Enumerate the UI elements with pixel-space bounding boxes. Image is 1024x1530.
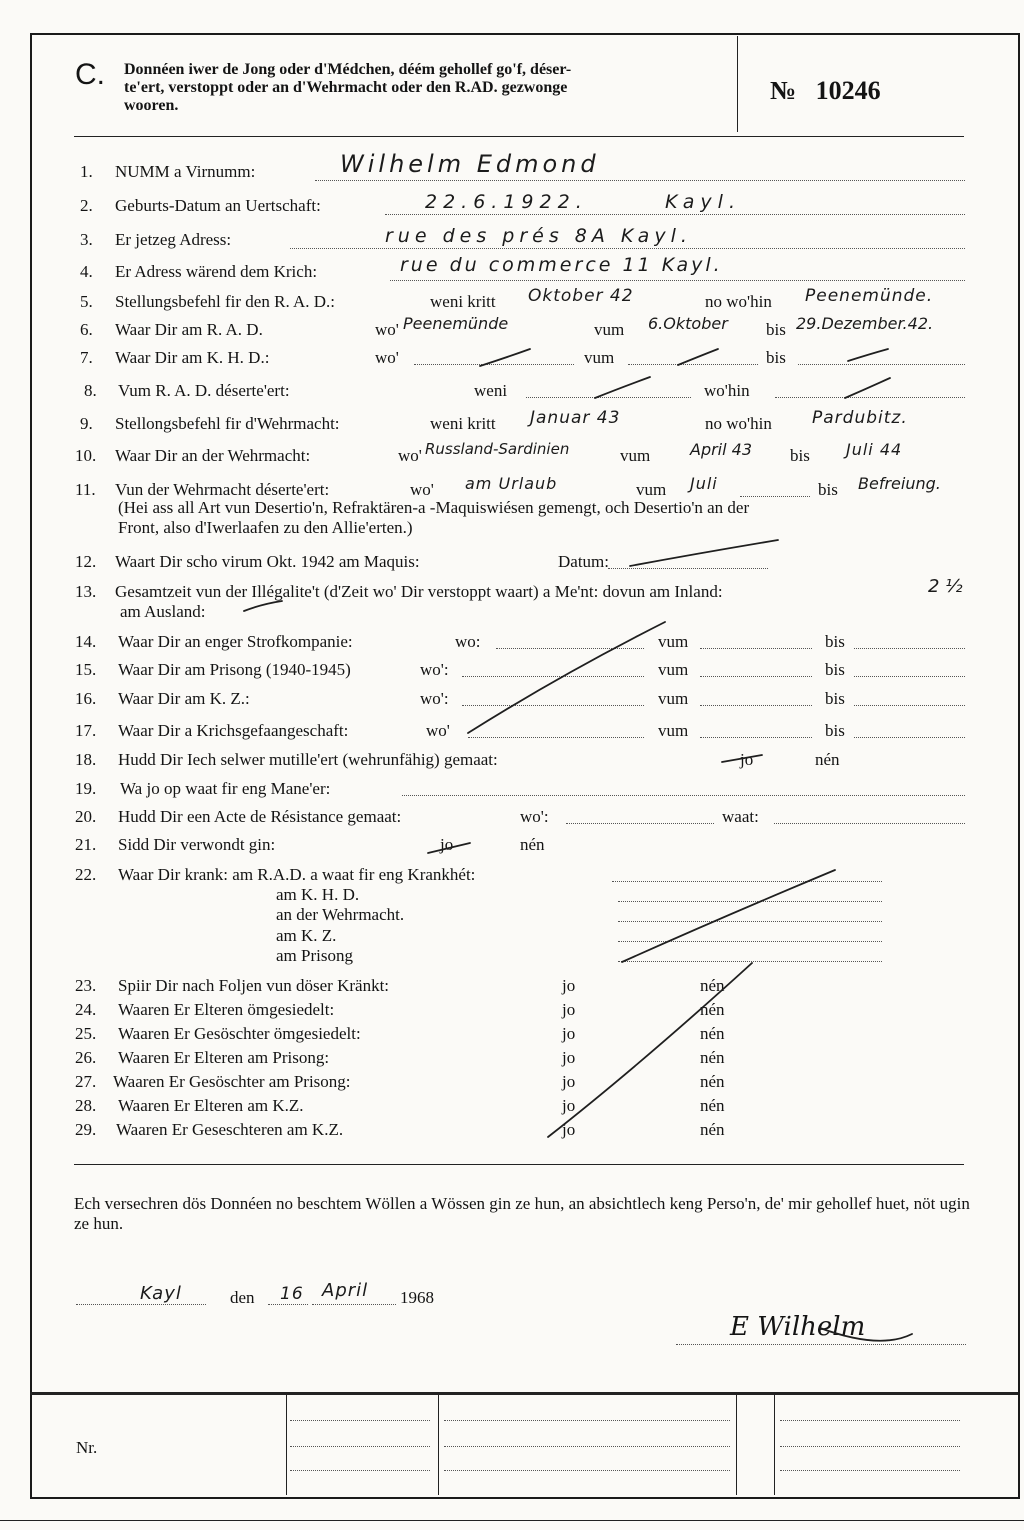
footer-line	[780, 1446, 960, 1447]
row-number: 10.	[75, 446, 97, 465]
form-number	[770, 76, 881, 106]
row-number: 22.	[75, 865, 97, 884]
answer-line	[854, 648, 965, 649]
answer-rad-from: 6.Oktober	[648, 314, 728, 333]
answer-current-address: rue des prés 8A Kayl.	[385, 225, 692, 247]
row-number: 8.	[84, 381, 97, 400]
answer-line	[608, 568, 768, 569]
month-line	[312, 1304, 396, 1305]
answer-birth-date: 22.6.1922.	[425, 191, 588, 213]
row-label: Waaren Er Elteren am Prisong:	[118, 1048, 330, 1067]
row-label: Geburts-Datum an Uertschaft:	[115, 196, 321, 215]
row-label: Sidd Dir verwondt gin:	[118, 835, 276, 854]
section-rule	[74, 1164, 964, 1165]
option-nen: nén	[700, 1096, 725, 1115]
answer-desertion-place: am Urlaub	[465, 474, 558, 493]
option-jo-crossed: jo	[440, 835, 454, 854]
answer-inland-months: 2 ½	[928, 576, 963, 597]
answer-line	[775, 397, 965, 398]
option-jo: jo	[562, 1024, 576, 1043]
answer-line	[526, 397, 691, 398]
sub-label: am Prisong	[276, 946, 353, 965]
row-number: 7.	[80, 348, 93, 367]
row-label: Er jetzeg Adress:	[115, 230, 232, 249]
field-label-ausland: am Ausland:	[120, 602, 206, 621]
answer-army-order-date: Januar 43	[530, 408, 621, 428]
option-nen: nén	[700, 1120, 725, 1139]
answer-line	[496, 648, 644, 649]
answer-line	[315, 180, 965, 181]
footer-line	[444, 1446, 730, 1447]
signature-day: 16	[280, 1284, 304, 1304]
option-jo-crossed: jo	[740, 750, 754, 769]
field-label-bis: bis	[766, 320, 786, 339]
section-letter: C.	[75, 58, 105, 91]
answer-rad-to: 29.Dezember.42.	[796, 314, 934, 333]
row-number: 2.	[80, 196, 93, 215]
row-number: 25.	[75, 1024, 97, 1043]
option-nen: nén	[700, 1000, 725, 1019]
footer-line	[290, 1470, 430, 1471]
field-label-bis: bis	[766, 348, 786, 367]
header-rule	[74, 136, 964, 137]
answer-line	[740, 496, 810, 497]
answer-rad-order-date: Oktober 42	[528, 286, 634, 306]
field-label-vum: vum	[584, 348, 615, 367]
field-label-bis: bis	[790, 446, 810, 465]
footer-line	[290, 1446, 430, 1447]
row-label: Waar Dir am R. A. D.	[115, 320, 263, 339]
field-label-vum: vum	[658, 632, 689, 651]
field-label-wo: wo'	[375, 348, 399, 367]
answer-war-address: rue du commerce 11 Kayl.	[400, 254, 723, 276]
answer-line	[774, 823, 965, 824]
row-number: 24.	[75, 1000, 97, 1019]
row-number: 14.	[75, 632, 97, 651]
page-bottom-rule	[0, 1520, 1024, 1521]
declaration-text: Ech versechren dös Donnéen no beschtem Wöllen a Wössen gin ze hun, an absichtlech keng Perso'n, de' mir gehollef huet, nöt ugin ze hun.	[74, 1194, 970, 1233]
field-label-den: den	[230, 1288, 255, 1307]
row-label: Waart Dir scho virum Okt. 1942 am Maquis:	[115, 552, 420, 571]
option-jo: jo	[562, 1072, 576, 1091]
footer-nr-label: Nr.	[76, 1438, 98, 1457]
answer-line	[700, 676, 812, 677]
row-number: 12.	[75, 552, 97, 571]
answer-army-to: Juli 44	[846, 440, 903, 459]
option-jo: jo	[562, 1096, 576, 1115]
field-label-wo: wo':	[420, 660, 449, 679]
row-number: 15.	[75, 660, 97, 679]
numero-sign: №	[770, 76, 797, 105]
row-number: 28.	[75, 1096, 97, 1115]
form-title: Donnéen iwer de Jong oder d'Médchen, déém gehollef go'f, déser- te'ert, verstoppt oder an d'Wehrmacht oder den R.AD. gezwonge wooren.	[124, 61, 572, 114]
answer-rad-place: Peenemünde	[403, 314, 509, 333]
row-note: (Hei ass all Art vun Desertio'n, Refraktären-a -Maquiswiésen gemengt, och Desertio'n an der	[118, 498, 750, 517]
answer-birth-place: Kayl.	[665, 191, 741, 213]
row-label: NUMM a Virnumm:	[115, 162, 256, 181]
row-label: Er Adress wärend dem Krich:	[115, 262, 318, 281]
field-label-weni: weni	[474, 381, 508, 400]
option-nen: nén	[700, 1024, 725, 1043]
answer-line	[402, 795, 965, 796]
answer-army-place: Russland-Sardinien	[425, 440, 570, 458]
footer-divider	[438, 1394, 439, 1495]
row-number: 13.	[75, 582, 97, 601]
answer-line	[854, 676, 965, 677]
row-number: 18.	[75, 750, 97, 769]
row-number: 6.	[80, 320, 93, 339]
row-label: Stellongsbefehl fir d'Wehrmacht:	[115, 414, 340, 433]
field-label-vum: vum	[636, 480, 667, 499]
field-label-wo: wo':	[420, 689, 449, 708]
field-label-wo: wo'	[375, 320, 399, 339]
answer-line	[618, 941, 882, 942]
row-label: Waar Dir a Krichsgefaangeschaft:	[118, 721, 349, 740]
field-label-wohin: no wo'hin	[705, 292, 772, 311]
field-label-weni: weni kritt	[430, 414, 496, 433]
signature-place: Kayl	[140, 1283, 182, 1304]
footer-line	[444, 1420, 730, 1421]
row-label: Spiir Dir nach Foljen vun döser Kränkt:	[118, 976, 390, 995]
row-label: Stellungsbefehl fir den R. A. D.:	[115, 292, 336, 311]
field-label-datum: Datum:	[558, 552, 609, 571]
numero-value: 10246	[815, 76, 881, 105]
footer-line	[444, 1470, 730, 1471]
field-label-wo: wo'	[398, 446, 422, 465]
row-label: Waaren Er Elteren ömgesiedelt:	[118, 1000, 335, 1019]
answer-line	[618, 961, 882, 962]
answer-line	[854, 737, 965, 738]
row-number: 29.	[75, 1120, 97, 1139]
answer-desertion-to: Befreiung.	[858, 474, 941, 493]
row-number: 9.	[80, 414, 93, 433]
field-label-wo: wo'	[410, 480, 434, 499]
row-number: 4.	[80, 262, 93, 281]
footer-divider	[774, 1394, 775, 1495]
answer-rad-order-place: Peenemünde.	[805, 286, 934, 306]
answer-line	[390, 280, 965, 281]
field-label-bis: bis	[818, 480, 838, 499]
footer-line	[780, 1470, 960, 1471]
field-label-waat: waat:	[722, 807, 759, 826]
row-label: Wa jo op waat fir eng Mane'er:	[120, 779, 331, 798]
row-label: Waaren Er Gesöschter am Prisong:	[113, 1072, 351, 1091]
field-label-bis: bis	[825, 721, 845, 740]
row-label: Waaren Er Gesöschter ömgesiedelt:	[118, 1024, 361, 1043]
footer-divider	[286, 1394, 287, 1495]
field-label-vum: vum	[594, 320, 625, 339]
field-label-weni: weni kritt	[430, 292, 496, 311]
answer-line	[468, 737, 644, 738]
signature-line	[676, 1344, 966, 1345]
field-label-wo: wo:	[455, 632, 481, 651]
option-nen: nén	[520, 835, 545, 854]
row-number: 23.	[75, 976, 97, 995]
field-label-bis: bis	[825, 689, 845, 708]
header-divider	[737, 36, 738, 132]
option-jo: jo	[562, 976, 576, 995]
row-number: 11.	[75, 480, 96, 499]
option-nen: nén	[700, 1048, 725, 1067]
row-note: Front, also d'Iwerlaafen zu den Allie'erten.)	[118, 518, 413, 537]
answer-line	[700, 705, 812, 706]
answer-line	[462, 705, 644, 706]
day-line	[268, 1304, 308, 1305]
answer-line	[700, 737, 812, 738]
row-label: Waar Dir krank: am R.A.D. a waat fir eng Krankhét:	[118, 865, 476, 884]
footer-divider	[736, 1394, 737, 1495]
option-jo: jo	[562, 1000, 576, 1019]
footer-line	[780, 1420, 960, 1421]
row-number: 19.	[75, 779, 97, 798]
row-number: 16.	[75, 689, 97, 708]
answer-line	[618, 921, 882, 922]
answer-army-from: April 43	[690, 440, 753, 459]
answer-line	[612, 881, 882, 882]
row-number: 3.	[80, 230, 93, 249]
place-line	[76, 1304, 206, 1305]
field-label-vum: vum	[658, 689, 689, 708]
answer-line	[700, 648, 812, 649]
signature: E Wilhelm	[730, 1312, 866, 1342]
row-label: Hudd Dir een Acte de Résistance gemaat:	[118, 807, 402, 826]
answer-army-order-place: Pardubitz.	[812, 408, 908, 428]
row-label: Waar Dir an der Wehrmacht:	[115, 446, 311, 465]
field-label-wo: wo'	[426, 721, 450, 740]
row-label: Vun der Wehrmacht déserte'ert:	[115, 480, 330, 499]
field-label-vum: vum	[620, 446, 651, 465]
row-label: Waaren Er Geseschteren am K.Z.	[116, 1120, 344, 1139]
answer-line	[290, 248, 965, 249]
field-label-wohin: no wo'hin	[705, 414, 772, 433]
row-label: Waaren Er Elteren am K.Z.	[118, 1096, 304, 1115]
field-label-wo: wo':	[520, 807, 549, 826]
row-label: Waar Dir am Prisong (1940-1945)	[118, 660, 351, 679]
answer-line	[385, 214, 965, 215]
answer-line	[798, 364, 965, 365]
row-label: Vum R. A. D. déserte'ert:	[118, 381, 290, 400]
field-label-wohin: wo'hin	[704, 381, 750, 400]
row-label: Waar Dir am K. Z.:	[118, 689, 250, 708]
option-nen: nén	[700, 1072, 725, 1091]
option-nen: nén	[700, 976, 725, 995]
row-label: Waar Dir am K. H. D.:	[115, 348, 270, 367]
field-label-vum: vum	[658, 660, 689, 679]
sub-label: an der Wehrmacht.	[276, 905, 405, 924]
answer-line	[414, 364, 574, 365]
option-nen: nén	[815, 750, 840, 769]
row-number: 27.	[75, 1072, 97, 1091]
signature-month: April	[322, 1280, 369, 1301]
option-jo: jo	[562, 1120, 576, 1139]
answer-line	[854, 705, 965, 706]
field-label-bis: bis	[825, 632, 845, 651]
field-label-vum: vum	[658, 721, 689, 740]
signature-year: 1968	[400, 1288, 434, 1307]
row-number: 21.	[75, 835, 97, 854]
row-label: Gesamtzeit vun der Illégalite't (d'Zeit wo' Dir verstoppt waart) a Me'nt: dovun am Inland:	[115, 582, 723, 601]
row-number: 5.	[80, 292, 93, 311]
sub-label: am K. H. D.	[276, 885, 360, 904]
option-jo: jo	[562, 1048, 576, 1067]
row-label: Waar Dir an enger Strofkompanie:	[118, 632, 353, 651]
answer-line	[462, 676, 644, 677]
row-number: 26.	[75, 1048, 97, 1067]
row-label: Hudd Dir Iech selwer mutille'ert (wehrunfähig) gemaat:	[118, 750, 498, 769]
field-label-bis: bis	[825, 660, 845, 679]
row-number: 1.	[80, 162, 93, 181]
answer-line	[628, 364, 758, 365]
footer-rule-top	[30, 1392, 1018, 1395]
sub-label: am K. Z.	[276, 926, 337, 945]
answer-desertion-from: Juli	[690, 474, 718, 493]
answer-line	[566, 823, 714, 824]
answer-line	[618, 901, 882, 902]
row-number: 17.	[75, 721, 97, 740]
footer-line	[290, 1420, 430, 1421]
row-number: 20.	[75, 807, 97, 826]
answer-name: Wilhelm Edmond	[340, 150, 600, 178]
